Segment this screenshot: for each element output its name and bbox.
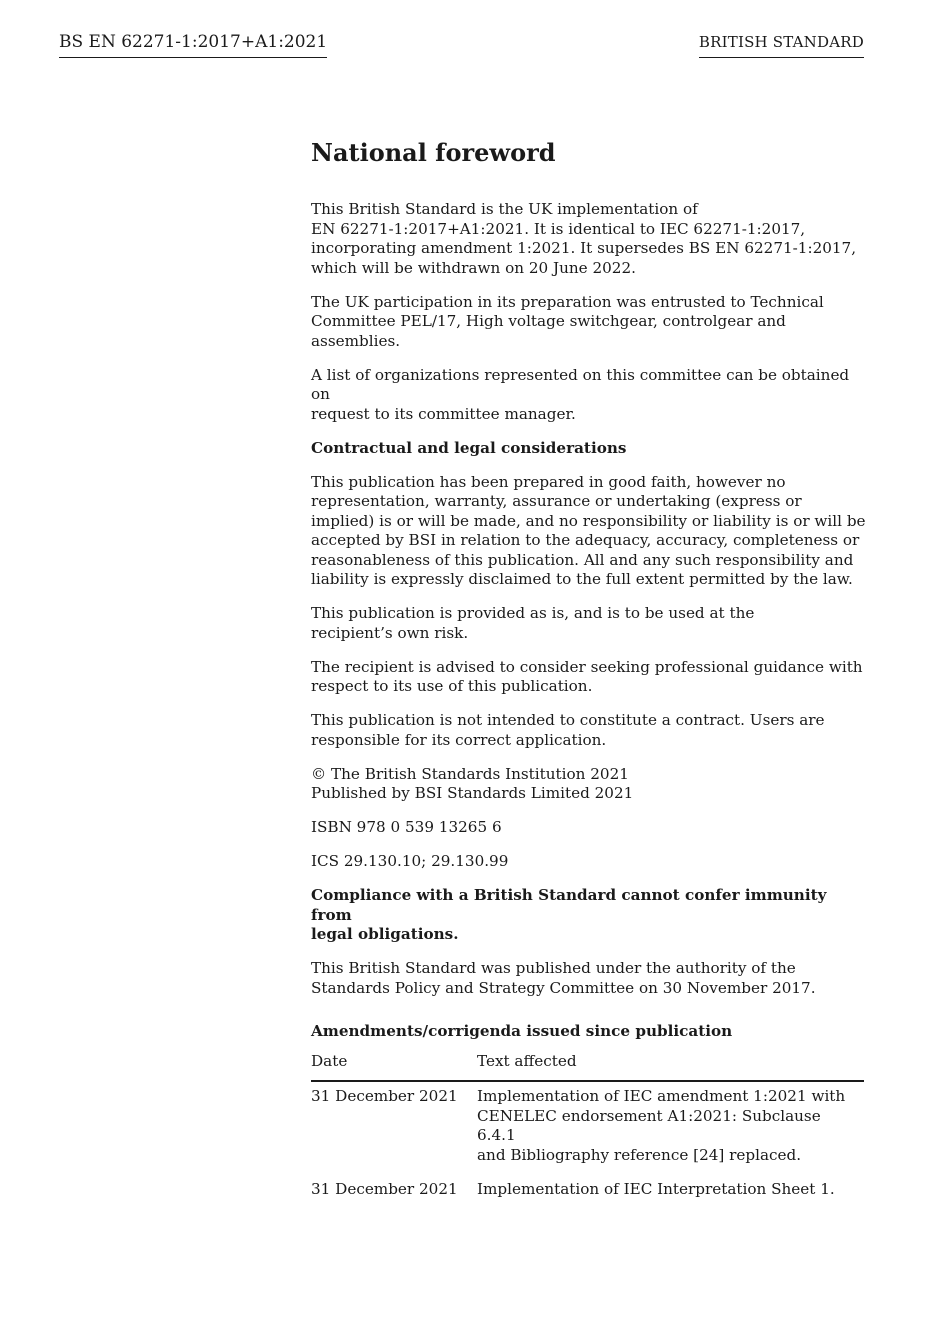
series-label: BRITISH STANDARD — [699, 31, 864, 58]
amendment-date: 31 December 2021 — [311, 1087, 458, 1105]
amendments-title: Amendments/corrigenda issued since publication — [311, 1022, 733, 1040]
national-foreword — [311, 138, 867, 1205]
table-row — [311, 1170, 864, 1205]
ics-codes: ICS 29.130.10; 29.130.99 — [311, 852, 509, 870]
intro-paragraph: This British Standard is the UK implementation of EN 62271-1:2017+A1:2021. It is identical to IEC 62271-1:2017, incorporating amendment 1:2021. It supersedes BS EN 62271-1:2017, which will be withdrawn on 20 June 2022. — [311, 200, 857, 277]
copyright-notice: © The British Standards Institution 2021 Published by BSI Standards Limited 2021 — [311, 764, 634, 802]
committee-paragraph: The UK participation in its preparation was entrusted to Technical Committee PEL/17, High voltage switchgear, controlgear and assemblies. — [311, 292, 824, 350]
legal-paragraph: The recipient is advised to consider seeking professional guidance with respect to its use of this publication. — [311, 657, 863, 695]
table-row — [311, 1081, 864, 1170]
table-header-row — [311, 1042, 864, 1082]
amendment-date: 31 December 2021 — [311, 1180, 458, 1198]
amendments-table — [311, 1042, 864, 1205]
legal-paragraph: This publication is not intended to constitute a contract. Users are responsible for its correct application. — [311, 711, 825, 749]
document-id: BS EN 62271-1:2017+A1:2021 — [59, 31, 327, 58]
column-header-text: Text affected — [477, 1042, 864, 1082]
isbn: ISBN 978 0 539 13265 6 — [311, 818, 502, 836]
page-title: National foreword — [311, 138, 556, 167]
legal-paragraph: This publication is provided as is, and is to be used at the recipient’s own risk. — [311, 604, 755, 642]
compliance-statement: Compliance with a British Standard cannot confer immunity from legal obligations. — [311, 886, 827, 943]
amendment-text: Implementation of IEC Interpretation Sheet 1. — [477, 1180, 835, 1198]
column-header-date: Date — [311, 1042, 477, 1082]
organizations-paragraph: A list of organizations represented on this committee can be obtained on request to its committee manager. — [311, 365, 850, 423]
authority-statement: This British Standard was published under the authority of the Standards Policy and Strategy Committee on 30 November 2017. — [311, 959, 816, 997]
amendment-text: Implementation of IEC amendment 1:2021 with CENELEC endorsement A1:2021: Subclause 6.4.1 and Bibliography reference [24] replaced. — [477, 1087, 846, 1164]
legal-paragraph: This publication has been prepared in good faith, however no representation, warranty, assurance or undertaking (express or implied) is or will be made, and no responsibility or liability is or will be accepted by BSI in relation to the adequacy, accuracy, completeness or reasonableness of this publication. All and any such responsibility and liability is expressly disclaimed to the full extent permitted by the law. — [311, 472, 866, 588]
legal-heading: Contractual and legal considerations — [311, 438, 627, 457]
